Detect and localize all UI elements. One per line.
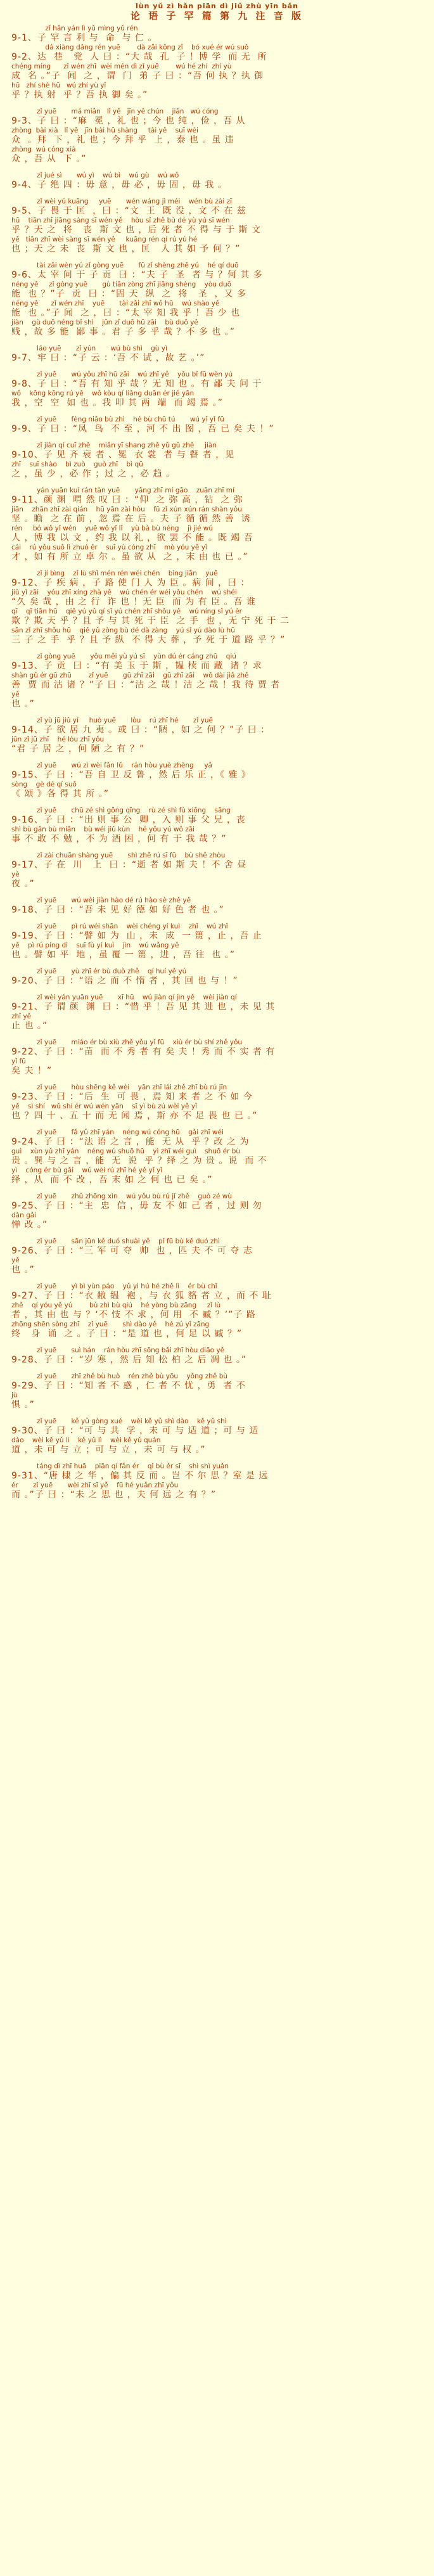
verse-text-line: 9-23、子 曰 ：“后 生 可 畏 ，焉 知 来 者 之 不 如 今 xyxy=(11,1092,253,1102)
verse-text-line: 众 。拜 下 ，礼 也 ；今 拜 乎 上 ，泰 也 。虽 违 xyxy=(11,135,234,145)
verse-text-line: 9-20、子 曰 ：“语 之 而 不 惰 者 ，其 回 也 与 ！” xyxy=(11,976,238,986)
verse xyxy=(11,1084,423,1122)
verse-pinyin-line: ér zǐ yuē wèi zhī sī yě fū hé yuǎn zhī yǒu xyxy=(11,1482,179,1489)
header xyxy=(11,3,423,22)
verse-pinyin-line: wǒ kōng kōng rú yě wǒ kòu qí liǎng duān ér jié yān xyxy=(11,390,195,397)
verse xyxy=(11,172,423,191)
verse-text-line: 者 ，其 由 也 与 ？‘不 忮 不 求 ，何 用 不 臧 ？’”子 路 xyxy=(11,1310,256,1320)
verse xyxy=(11,717,423,755)
verse-text-line: 9-2、达 巷 党 人 曰 ：“大 哉 孔 子 ！博 学 而 无 所 xyxy=(11,52,267,62)
verse-pinyin-line: cái rú yǒu suǒ lì zhuó ěr suī yù cóng zhī mò yóu yě yǐ xyxy=(11,544,207,551)
verse-text-line: 惧 。” xyxy=(11,1400,35,1410)
verse xyxy=(11,1373,423,1411)
verse-text-line: 贱 ，故 多 能 鄙 事 。君 子 多 乎 哉 ？不 多 也 。” xyxy=(11,327,236,337)
verse-pinyin-line: zǐ yuē miáo ér bù xiù zhě yǒu yǐ fū xiù ér bù shí zhě yǒu xyxy=(11,1039,243,1046)
verse-pinyin-line: tài zǎi wèn yú zǐ gòng yuē fū zǐ shèng zhě yú hé qí duō xyxy=(11,262,239,269)
verse-pinyin-line: jūn zǐ jū zhī hé lòu zhī yǒu xyxy=(11,736,105,743)
verse xyxy=(11,487,423,563)
verse xyxy=(11,653,423,710)
verse-text-line: 9-29、子 曰 ：“知 者 不 惑 ，仁 者 不 忧 ，勇 者 不 xyxy=(11,1381,246,1391)
verse-pinyin-line: dàn gǎi xyxy=(11,1212,37,1219)
verse-pinyin-line: táng dì zhī huā piān qí fǎn ér qǐ bù ěr sī shì shì yuǎn xyxy=(11,1463,229,1470)
verse-pinyin-line: zǐ yuē má miǎn lǐ yě jīn yě chún jiǎn wú cóng xyxy=(11,108,219,115)
verse-text-line: 9-3、子 曰 ：“麻 冕 ，礼 也 ；今 也 纯 ，俭 ，吾 从 xyxy=(11,116,246,126)
verse xyxy=(11,923,423,961)
verse xyxy=(11,345,423,364)
verse-text-line: 也 ；天 之 未 丧 斯 文 也 ，匡 人 其 如 予 何 ？” xyxy=(11,244,241,254)
verse-pinyin-line: guì xùn yǔ zhī yán néng wú shuō hū yì zhī wéi guì shuō ér bù xyxy=(11,1148,241,1155)
verse-text-line: 9-17、子 在 川 上 曰 ：“逝 者 如 斯 夫 ！不 舍 昼 xyxy=(11,860,247,870)
verse-text-line: “久 矣 哉 ，由 之 行 诈 也 ！无 臣 而 为 有 臣 。吾 谁 xyxy=(11,597,256,607)
verse-pinyin-line: zǐ yuē hòu shēng kě wèi yān zhī lái zhě zhī bù rú jīn xyxy=(11,1084,227,1091)
verse-text-line: 我 ，空 空 如 也 。我 叩 其 两 端 而 竭 焉 。” xyxy=(11,398,223,408)
verse-text-line: 9-30、子 曰 ：“可 与 共 学 ，未 可 与 适 道 ；可 与 适 xyxy=(11,1426,259,1436)
verse xyxy=(11,994,423,1032)
verse-pinyin-line: sòng gè dé qí suǒ xyxy=(11,781,77,788)
verse-pinyin-line: zhī suī shào bì zuò guò zhī bì qū xyxy=(11,461,143,468)
verse-text-line: 9-27、子 曰 ：“衣 敝 缊 袍 ，与 衣 狐 貉 者 立 ，而 不 耻 xyxy=(11,1291,272,1301)
verse-pinyin-line: zǐ jiàn qí cuī zhě miǎn yī shang zhě yǔ gǔ zhě jiàn xyxy=(11,442,217,449)
verse-text-line: 能 也 。”子 闻 之 ，曰 ：“太 宰 知 我 乎 ！吾 少 也 xyxy=(11,308,241,318)
verse-text-line: 惮 改 。” xyxy=(11,1220,48,1230)
verse-text-line: 9-10、子 见 齐 衰 者 、冕 衣 裳 者 与 瞽 者 ，见 xyxy=(11,450,235,460)
verse-text-line: 成 名 。”子 闻 之 ，谓 门 弟 子 曰 ：“吾 何 执 ？执 御 xyxy=(11,71,264,81)
verse-pinyin-line: yán yuān kuì rán tàn yuē yǎng zhī mí gāo zuān zhī mí xyxy=(11,487,234,494)
verse-pinyin-line: yì cóng ér bù gǎi wú wèi rú zhī hé yě yǐ yǐ xyxy=(11,1167,163,1174)
verse-pinyin-line: zǐ hǎn yán lì yǔ mìng yǔ rén xyxy=(11,25,138,32)
verse-pinyin-line: zǐ jué sì wú yì wú bì wú gù wú wǒ xyxy=(11,172,179,179)
verse-text-line: 贵 。巽 与 之 言 ，能 无 说 乎 ？绎 之 为 贵 。说 而 不 xyxy=(11,1156,267,1166)
verse-pinyin-line: yè xyxy=(11,871,20,878)
verse-text-line: 欺 ？欺 天 乎 ？且 予 与 其 死 于 臣 之 手 也 ，无 宁 死 于 二 xyxy=(11,616,290,626)
verse-text-line: 也 。” xyxy=(11,1265,35,1275)
verse-pinyin-line: láo yuē zǐ yún wú bù shì gù yì xyxy=(11,345,167,352)
verse-pinyin-line: shì bù gǎn bù miǎn bù wéi jiǔ kùn hé yǒu yú wǒ zāi xyxy=(11,826,195,833)
verse-pinyin-line: zhě qí yóu yě yú bù zhì bù qiú hé yòng bù zāng zǐ lù xyxy=(11,1302,221,1309)
verse-pinyin-line: zhōng shēn sòng zhī zǐ yuē shì dào yě hé zú yǐ zāng xyxy=(11,1321,210,1328)
verse-text-line: 善 贾 而 沽 诸 ？”子 曰 ：“沽 之 哉 ！沽 之 哉 ！我 待 贾 者 xyxy=(11,680,281,690)
verse-pinyin-line: zǐ yù jū jiǔ yí huò yuē lòu rú zhī hé zǐ yuē xyxy=(11,717,213,724)
verse-pinyin-line: chéng míng zǐ wén zhī wèi mén dì zǐ yuē wú hé zhí zhí yù xyxy=(11,63,232,70)
verse-pinyin-line: sān zǐ zhī shǒu hū qiě yǔ zòng bù dé dà zàng yú sǐ yú dào lù hū xyxy=(11,627,235,634)
verse xyxy=(11,371,423,409)
verse-pinyin-line: zǐ wèi yán yuān yuē xī hū wú jiàn qí jìn yě wèi jiàn qí xyxy=(11,994,237,1001)
verse-text-line: 能 也 ？”子 贡 曰 ：“固 天 纵 之 将 圣 ，又 多 xyxy=(11,289,246,299)
verse-pinyin-line: zǐ yuē chū zé shì gōng qīng rù zé shì fù xiōng sāng xyxy=(11,807,231,814)
verse-text-line: 9-5、子 畏 于 匡 ，曰 ：“文 王 既 没 ，文 不 在 兹 xyxy=(11,206,246,216)
verse-text-line: 9-4、子 绝 四 ：毋 意 ，毋 必 ，毋 固 ，毋 我 。 xyxy=(11,180,227,190)
verse-pinyin-line: zǐ yuē kě yǔ gòng xué wèi kě yǔ shì dào kě yǔ shì xyxy=(11,1418,227,1425)
verse xyxy=(11,807,423,845)
verse-text-line: 9-15、子 曰 ：“吾 自 卫 反 鲁 ，然 后 乐 正 ，《 雅 》 xyxy=(11,770,251,780)
verse xyxy=(11,442,423,480)
verse-text-line: 之 ，虽 少 ，必 作 ；过 之 ，必 趋 。 xyxy=(11,469,176,479)
verse-pinyin-line: néng yě zǐ wén zhī yuē tài zǎi zhī wǒ hū wú shào yě xyxy=(11,300,220,307)
verse-pinyin-line: yě pì rú píng dì suī fù yí kuì jìn wú wǎng yě xyxy=(11,942,179,949)
verse xyxy=(11,262,423,338)
verse-text-line: 止 也 。” xyxy=(11,1021,48,1031)
verse-text-line: 人 ，博 我 以 文 ，约 我 以 礼 ，欲 罢 不 能 。既 竭 吾 xyxy=(11,533,253,543)
verse-text-line: 9-22、子 曰 ：“苗 而 不 秀 者 有 矣 夫 ！秀 而 不 实 者 有 xyxy=(11,1047,276,1057)
verse-text-line: 也 。” xyxy=(11,699,35,709)
verse-pinyin-line: zǐ yuē fèng niǎo bù zhì hé bù chū tú wú yǐ yǐ fū xyxy=(11,416,224,423)
verse xyxy=(11,1418,423,1456)
verse-pinyin-line: zǐ yuē fǎ yǔ zhī yán néng wú cóng hū gǎi zhī wéi xyxy=(11,1129,224,1136)
verse-pinyin-line: yǐ fū xyxy=(11,1058,26,1065)
verse xyxy=(11,968,423,987)
verse xyxy=(11,1193,423,1231)
verse-pinyin-line: qī qī tiān hū qiě yú yǔ qí sǐ yú chén zhī shǒu yě wú níng sǐ yú èr xyxy=(11,608,243,615)
verse-pinyin-line: zǐ yuē yì bì yùn páo yǔ yì hú hé zhě lì ér bù chǐ xyxy=(11,1283,217,1290)
verse-pinyin-line: zǐ jí bìng zǐ lù shǐ mén rén wéi chén bìng jiān yuē xyxy=(11,570,218,577)
verse-text-line: 众 ，吾 从 下 。” xyxy=(11,154,87,164)
verse-text-line: 9-25、子 曰 ：“主 忠 信 ，毋 友 不 如 己 者 ，过 则 勿 xyxy=(11,1201,262,1211)
verse-text-line: 9-24、子 曰 ：“法 语 之 言 ，能 无 从 乎 ？改 之 为 xyxy=(11,1137,250,1147)
verse-pinyin-line: hū zhí shè hū wú zhí yù yǐ xyxy=(11,82,106,89)
verse-text-line: 夜 。” xyxy=(11,879,35,889)
verse xyxy=(11,1463,423,1501)
verse-pinyin-line: zhòng wú cóng xià xyxy=(11,146,76,153)
verse-text-line: 乎 ？执 射 乎 ？吾 执 御 矣 。” xyxy=(11,90,148,100)
verse-pinyin-line: zǐ yuē zhǔ zhōng xìn wú yǒu bù rú jǐ zhě guò zé wù xyxy=(11,1193,233,1200)
verse-text-line: 坚 。瞻 之 在 前 ，忽 焉 在 后 。夫 子 循 循 然 善 诱 xyxy=(11,514,251,524)
verse-text-line: 9-21、子 谓 颜 渊 曰 ：“惜 乎 ！吾 见 其 进 也 ，未 见 其 xyxy=(11,1002,276,1012)
verse-pinyin-line: yě sì shí wǔ shí ér wú wén yān sī yì bù zú wèi yě yǐ xyxy=(11,1103,197,1110)
verse-pinyin-line: dào wèi kě yǔ lì kě yǔ lì wèi kě yǔ quán xyxy=(11,1437,161,1444)
verse-pinyin-line: zǐ yuē wú yǒu zhī hū zāi wú zhī yě yǒu bǐ fū wèn yú xyxy=(11,371,233,378)
verse-text-line: 9-19、子 曰 ：“譬 如 为 山 ，未 成 一 篑 ，止 ，吾 止 xyxy=(11,931,262,941)
verse-pinyin-line: zhòng bài xià lǐ yě jīn bài hū shàng tài yě suī wéi xyxy=(11,127,198,134)
verse-text-line: 而 。”子 曰 ：“未 之 思 也 ，夫 何 远 之 有 ？” xyxy=(11,1490,217,1500)
verse xyxy=(11,1129,423,1186)
verse-pinyin-line: jù xyxy=(11,1392,18,1399)
verse-text-line: 三 子 之 手 乎 ？且 予 纵 不 得 大 葬 ，予 死 于 道 路 乎 ？” xyxy=(11,635,286,645)
verse-pinyin-line: hū tiān zhī jiāng sàng sī wén yě hòu sǐ zhě bù dé yù yú sī wén xyxy=(11,217,230,224)
verse-text-line: 道 ，未 可 与 立 ；可 与 立 ，未 可 与 权 。” xyxy=(11,1445,206,1455)
verse xyxy=(11,1283,423,1340)
verse-pinyin-line: jiān zhān zhī zài qián hū yān zài hòu fū zǐ xún xún rán shàn yòu xyxy=(11,506,242,513)
verse xyxy=(11,25,423,101)
verse-list xyxy=(11,25,423,1501)
verse-text-line: 9-28、子 曰 ：“岁 寒 ，然 后 知 松 柏 之 后 凋 也 。” xyxy=(11,1355,247,1365)
verse xyxy=(11,416,423,435)
verse xyxy=(11,108,423,165)
verse xyxy=(11,762,423,800)
verse-text-line: 乎 ？天 之 将 丧 斯 文 也 ，后 死 者 不 得 与 于 斯 文 xyxy=(11,225,262,235)
verse-text-line: 9-14、子 欲 居 九 夷 。或 曰 ：“陋 ，如 之 何 ？”子 曰 ： xyxy=(11,725,271,735)
verse-pinyin-line: rén bó wǒ yǐ wén yuē wǒ yǐ lǐ yù bà bù néng jì jié wú xyxy=(11,525,213,532)
verse-pinyin-line: yě xyxy=(11,1257,20,1264)
verse-text-line: 9-16、子 曰 ：“出 则 事 公 卿 ，入 则 事 父 兄 ，丧 xyxy=(11,815,246,825)
verse-text-line: 9-1、子 罕 言 利 与 命 与 仁 。 xyxy=(11,33,158,43)
verse-pinyin-line: zǐ yuē yù zhī ér bù duò zhě qí huí yě yú xyxy=(11,968,187,975)
verse-text-line: 9-13、子 贡 曰 ：“有 美 玉 于 斯 ，韫 椟 而 藏 诸 ？求 xyxy=(11,661,262,671)
verse xyxy=(11,1039,423,1077)
verse-pinyin-line: zǐ zài chuān shàng yuē shì zhě rú sī fū bù shě zhòu xyxy=(11,852,226,859)
verse-pinyin-line: jiǔ yǐ zāi yóu zhī xíng zhà yě wú chén ér wéi yǒu chén wú shéi xyxy=(11,589,237,596)
verse-text-line: 9-26、子 曰 ：“三 军 可 夺 帅 也 ，匹 夫 不 可 夺 志 xyxy=(11,1246,253,1256)
verse-pinyin-line: yě tiān zhī wèi sàng sī wén yě kuāng rén qí rú yú hé xyxy=(11,236,198,243)
verse xyxy=(11,1347,423,1366)
verse-text-line: 9-11、颜 渊 喟 然 叹 曰 ：“仰 之 弥 高 ，钻 之 弥 xyxy=(11,495,243,505)
header-title: 论 语 子 罕 篇 第 九 注 音 版 xyxy=(130,10,303,22)
verse xyxy=(11,852,423,890)
verse-pinyin-line: zǐ gòng yuē yǒu měi yù yú sī yùn dú ér cáng zhū qiú xyxy=(11,653,236,660)
verse-pinyin-line: jiàn gù duō néng bǐ shì jūn zǐ duō hū zāi bù duō yě xyxy=(11,319,198,326)
verse-pinyin-line: yě xyxy=(11,691,20,698)
verse-text-line: 事 不 敢 不 勉 ，不 为 酒 困 ，何 有 于 我 哉 ？” xyxy=(11,834,227,844)
verse-pinyin-line: zǐ yuē wú zì wèi fǎn lǔ rán hòu yuè zhèng yǎ xyxy=(11,762,212,769)
verse-pinyin-line: zhǐ yě xyxy=(11,1013,32,1020)
verse-text-line: 《 颂 》各 得 其 所 。” xyxy=(11,789,109,799)
verse-text-line: 9-8、子 曰 ：“吾 有 知 乎 哉 ？无 知 也 。有 鄙 夫 问 于 xyxy=(11,379,262,389)
verse-text-line: 9-18、子 曰 ：“吾 未 见 好 德 如 好 色 者 也 。” xyxy=(11,905,224,915)
verse xyxy=(11,198,423,255)
verse-text-line: 绎 ，从 而 不 改 ，吾 末 如 之 何 也 已 矣 。” xyxy=(11,1175,213,1185)
verse-text-line: 终 身 诵 之 。子 曰 ：“是 道 也 ，何 足 以 臧 ？” xyxy=(11,1329,243,1339)
verse-pinyin-line: zǐ yuē pì rú wéi shān wèi chéng yí kuì zhǐ wú zhǐ xyxy=(11,923,228,930)
verse-text-line: 9-9、子 曰 ：“凤 鸟 不 至 ，河 不 出 图 ，吾 已 矣 夫 ！” xyxy=(11,424,274,434)
verse-text-line: 9-12、子 疾 病 ，子 路 使 门 人 为 臣 。病 间 ，曰 ： xyxy=(11,578,250,588)
verse-text-line: 才 ，如 有 所 立 卓 尔 。虽 欲 从 之 ，末 由 也 已 。” xyxy=(11,552,248,562)
verse-pinyin-line: dá xiàng dǎng rén yuē dà zāi kǒng zǐ bó xué ér wú suǒ xyxy=(11,44,249,51)
verse-text-line: 9-31、“唐 棣 之 华 ，偏 其 反 而 。岂 不 尔 思 ？室 是 远 xyxy=(11,1471,269,1481)
verse-pinyin-line: zǐ wèi yú kuāng yuē wén wáng jì méi wén bù zài zī xyxy=(11,198,233,205)
verse-text-line: 9-7、牢 曰 ：“子 云 ：‘吾 不 试 ，故 艺 。’” xyxy=(11,353,205,363)
verse-pinyin-line: zǐ yuē zhī zhě bù huò rén zhě bù yōu yǒng zhě bù xyxy=(11,1373,228,1380)
verse xyxy=(11,1238,423,1276)
header-pinyin: lùn yǔ zì hǎn piān dì jiǔ zhù yīn bǎn xyxy=(135,2,299,10)
verse-pinyin-line: zǐ yuē suì hán rán hòu zhī sōng bǎi zhī hòu diāo yě xyxy=(11,1347,225,1354)
verse-pinyin-line: zǐ yuē sān jūn kě duó shuài yě pǐ fū bù kě duó zhì xyxy=(11,1238,220,1245)
verse-pinyin-line: néng yě zǐ gòng yuē gù tiān zòng zhī jiāng shèng yòu duō xyxy=(11,281,232,288)
verse-pinyin-line: shàn gǔ ér gū zhū zǐ yuē gū zhī zāi gū zhī zāi wǒ dài jiǎ zhě xyxy=(11,672,249,679)
verse-text-line: 也 ？四 十 、五 十 而 无 闻 焉 ，斯 亦 不 足 畏 也 已 。” xyxy=(11,1111,258,1121)
verse xyxy=(11,570,423,646)
verse-pinyin-line: zǐ yuē wú wèi jiàn hào dé rú hào sè zhě yě xyxy=(11,897,191,904)
verse-text-line: 矣 夫 ！” xyxy=(11,1066,53,1076)
verse-text-line: 也 。譬 如 平 地 ，虽 覆 一 篑 ，进 ，吾 往 也 。” xyxy=(11,950,236,960)
verse-text-line: 9-6、太 宰 问 于 子 贡 曰 ：“夫 子 圣 者 与 ？何 其 多 xyxy=(11,270,263,280)
verse xyxy=(11,897,423,916)
verse-text-line: “君 子 居 之 ，何 陋 之 有 ？” xyxy=(11,744,145,754)
